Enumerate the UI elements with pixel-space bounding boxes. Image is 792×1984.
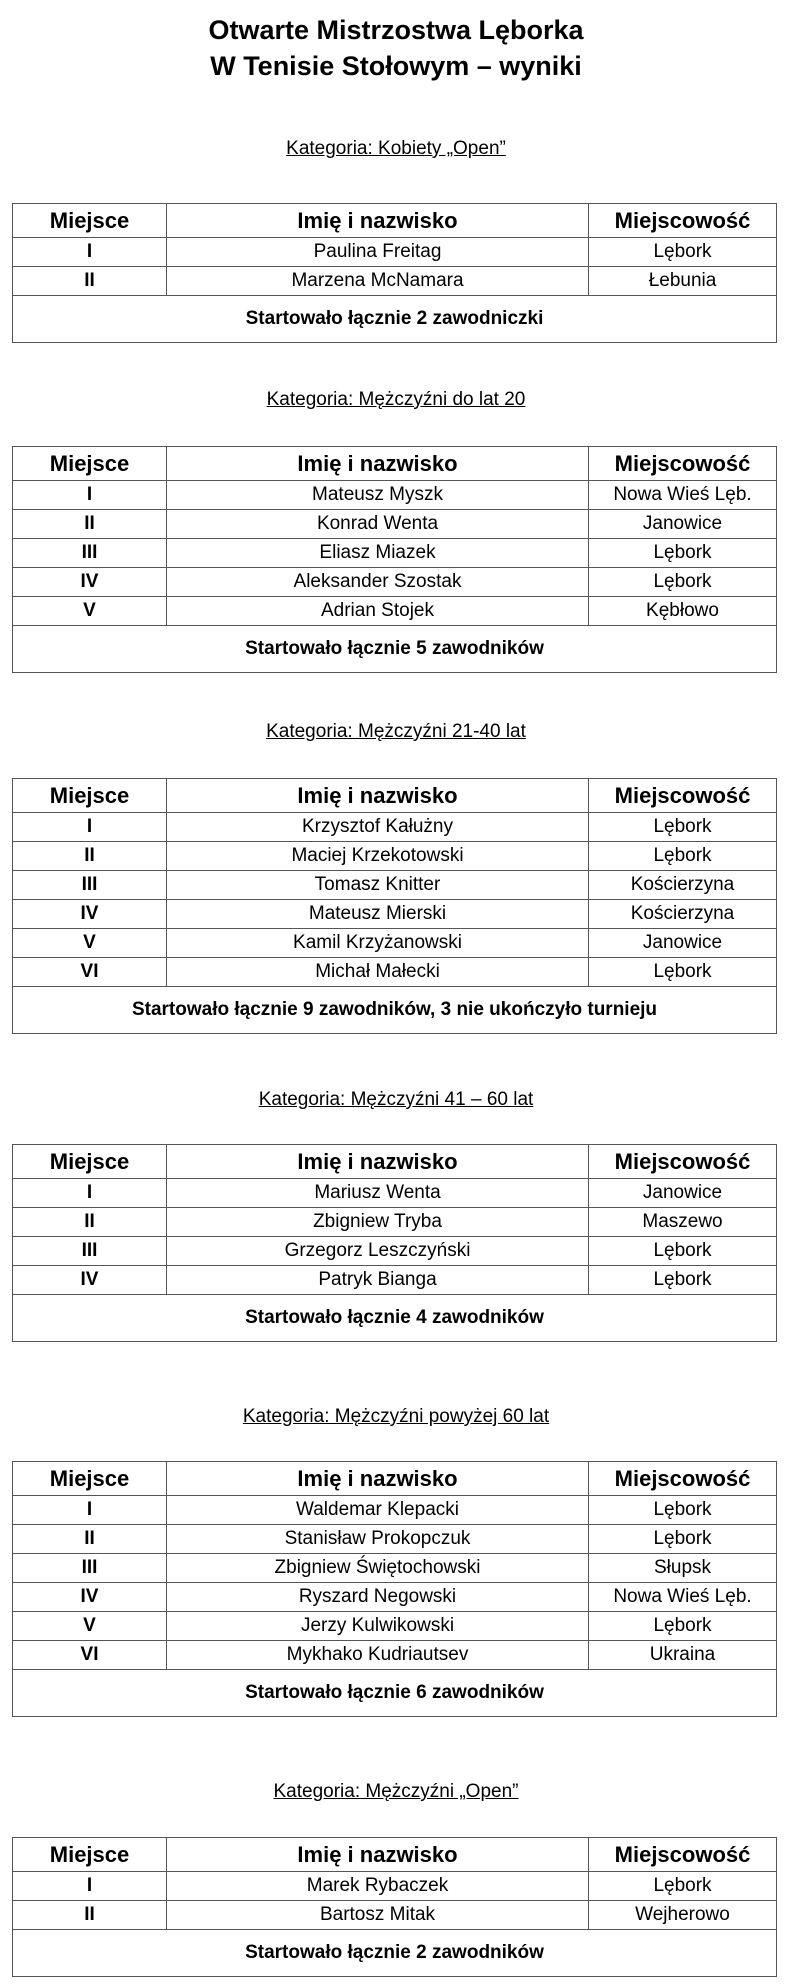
header-name: Imię i nazwisko [167, 1462, 589, 1496]
place-cell: III [13, 1554, 167, 1583]
summary-cell: Startowało łącznie 6 zawodników [13, 1670, 777, 1717]
place-cell: II [13, 510, 167, 539]
category-heading: Kategoria: Kobiety „Open” [286, 138, 506, 159]
name-cell: Stanisław Prokopczuk [167, 1525, 589, 1554]
place-cell: III [13, 539, 167, 568]
results-table [12, 1837, 777, 1977]
town-cell: Lębork [589, 1266, 777, 1295]
header-place: Miejsce [13, 1145, 167, 1179]
table-row [13, 1641, 777, 1670]
header-place: Miejsce [13, 204, 167, 238]
name-cell: Zbigniew Świętochowski [167, 1554, 589, 1583]
header-town: Miejscowość [589, 447, 777, 481]
place-cell: I [13, 1872, 167, 1901]
table-row [13, 267, 777, 296]
town-cell: Lębork [589, 813, 777, 842]
place-cell: II [13, 1208, 167, 1237]
header-town: Miejscowość [589, 779, 777, 813]
place-cell: V [13, 1612, 167, 1641]
place-cell: V [13, 597, 167, 626]
place-cell: V [13, 929, 167, 958]
town-cell: Lębork [589, 1496, 777, 1525]
table-row [13, 1179, 777, 1208]
place-cell: VI [13, 958, 167, 987]
place-cell: II [13, 267, 167, 296]
table-row [13, 958, 777, 987]
category-heading: Kategoria: Mężczyźni 21-40 lat [266, 721, 526, 742]
results-table [12, 1144, 777, 1342]
place-cell: I [13, 1496, 167, 1525]
name-cell: Marek Rybaczek [167, 1872, 589, 1901]
header-name: Imię i nazwisko [167, 1145, 589, 1179]
table-row [13, 842, 777, 871]
town-cell: Janowice [589, 929, 777, 958]
header-row [13, 1462, 777, 1496]
name-cell: Krzysztof Kałużny [167, 813, 589, 842]
place-cell: II [13, 842, 167, 871]
town-cell: Maszewo [589, 1208, 777, 1237]
header-name: Imię i nazwisko [167, 447, 589, 481]
header-place: Miejsce [13, 1462, 167, 1496]
place-cell: IV [13, 568, 167, 597]
table-row [13, 539, 777, 568]
summary-cell: Startowało łącznie 9 zawodników, 3 nie ukończyło turnieju [13, 987, 777, 1034]
name-cell: Eliasz Miazek [167, 539, 589, 568]
name-cell: Bartosz Mitak [167, 1901, 589, 1930]
name-cell: Adrian Stojek [167, 597, 589, 626]
name-cell: Tomasz Knitter [167, 871, 589, 900]
title-line-1: Otwarte Mistrzostwa Lęborka [208, 15, 584, 45]
place-cell: VI [13, 1641, 167, 1670]
town-cell: Ukraina [589, 1641, 777, 1670]
name-cell: Mykhako Kudriautsev [167, 1641, 589, 1670]
table-row [13, 238, 777, 267]
name-cell: Maciej Krzekotowski [167, 842, 589, 871]
town-cell: Lębork [589, 1612, 777, 1641]
header-town: Miejscowość [589, 1462, 777, 1496]
header-place: Miejsce [13, 779, 167, 813]
table-row [13, 1496, 777, 1525]
place-cell: I [13, 1179, 167, 1208]
category-heading: Kategoria: Mężczyźni powyżej 60 lat [242, 1406, 550, 1427]
table-row [13, 929, 777, 958]
name-cell: Konrad Wenta [167, 510, 589, 539]
table-row [13, 1612, 777, 1641]
town-cell: Lębork [589, 568, 777, 597]
table-row [13, 813, 777, 842]
table-row [13, 481, 777, 510]
town-cell: Kębłowo [589, 597, 777, 626]
category-heading: Kategoria: Mężczyźni 41 – 60 lat [258, 1089, 534, 1110]
table-row [13, 1583, 777, 1612]
table-row [13, 871, 777, 900]
name-cell: Mariusz Wenta [167, 1179, 589, 1208]
name-cell: Aleksander Szostak [167, 568, 589, 597]
place-cell: IV [13, 1266, 167, 1295]
town-cell: Lębork [589, 539, 777, 568]
results-table [12, 778, 777, 1034]
page-title [0, 0, 792, 84]
town-cell: Janowice [589, 1179, 777, 1208]
town-cell: Kościerzyna [589, 871, 777, 900]
name-cell: Waldemar Klepacki [167, 1496, 589, 1525]
header-name: Imię i nazwisko [167, 779, 589, 813]
place-cell: I [13, 481, 167, 510]
table-row [13, 1872, 777, 1901]
place-cell: IV [13, 1583, 167, 1612]
summary-row [13, 626, 777, 673]
table-row [13, 1237, 777, 1266]
summary-row [13, 1670, 777, 1717]
header-row [13, 447, 777, 481]
table-row [13, 1208, 777, 1237]
table-row [13, 510, 777, 539]
name-cell: Grzegorz Leszczyński [167, 1237, 589, 1266]
summary-row [13, 296, 777, 343]
name-cell: Jerzy Kulwikowski [167, 1612, 589, 1641]
header-row [13, 204, 777, 238]
town-cell: Lębork [589, 1872, 777, 1901]
name-cell: Marzena McNamara [167, 267, 589, 296]
table-row [13, 568, 777, 597]
category-heading: Kategoria: Mężczyźni „Open” [273, 1781, 519, 1802]
town-cell: Janowice [589, 510, 777, 539]
summary-cell: Startowało łącznie 4 zawodników [13, 1295, 777, 1342]
header-town: Miejscowość [589, 204, 777, 238]
category-heading: Kategoria: Mężczyźni do lat 20 [266, 389, 526, 410]
place-cell: I [13, 813, 167, 842]
place-cell: I [13, 238, 167, 267]
name-cell: Paulina Freitag [167, 238, 589, 267]
table-row [13, 597, 777, 626]
header-row [13, 1838, 777, 1872]
summary-row [13, 987, 777, 1034]
header-name: Imię i nazwisko [167, 1838, 589, 1872]
name-cell: Mateusz Myszk [167, 481, 589, 510]
table-row [13, 1554, 777, 1583]
town-cell: Słupsk [589, 1554, 777, 1583]
header-name: Imię i nazwisko [167, 204, 589, 238]
summary-row [13, 1295, 777, 1342]
table-row [13, 900, 777, 929]
place-cell: III [13, 1237, 167, 1266]
name-cell: Mateusz Mierski [167, 900, 589, 929]
results-table [12, 203, 777, 343]
results-table [12, 1461, 777, 1717]
name-cell: Zbigniew Tryba [167, 1208, 589, 1237]
title-line-2: W Tenisie Stołowym – wyniki [210, 51, 582, 81]
town-cell: Łebunia [589, 267, 777, 296]
town-cell: Lębork [589, 1237, 777, 1266]
town-cell: Nowa Wieś Lęb. [589, 1583, 777, 1612]
summary-row [13, 1930, 777, 1977]
place-cell: II [13, 1525, 167, 1554]
place-cell: III [13, 871, 167, 900]
table-row [13, 1901, 777, 1930]
town-cell: Wejherowo [589, 1901, 777, 1930]
header-row [13, 779, 777, 813]
header-place: Miejsce [13, 447, 167, 481]
summary-cell: Startowało łącznie 5 zawodników [13, 626, 777, 673]
town-cell: Lębork [589, 238, 777, 267]
town-cell: Lębork [589, 1525, 777, 1554]
town-cell: Nowa Wieś Lęb. [589, 481, 777, 510]
table-row [13, 1525, 777, 1554]
town-cell: Lębork [589, 958, 777, 987]
results-table [12, 446, 777, 673]
header-place: Miejsce [13, 1838, 167, 1872]
name-cell: Kamil Krzyżanowski [167, 929, 589, 958]
header-row [13, 1145, 777, 1179]
name-cell: Michał Małecki [167, 958, 589, 987]
summary-cell: Startowało łącznie 2 zawodników [13, 1930, 777, 1977]
town-cell: Lębork [589, 842, 777, 871]
summary-cell: Startowało łącznie 2 zawodniczki [13, 296, 777, 343]
header-town: Miejscowość [589, 1838, 777, 1872]
header-town: Miejscowość [589, 1145, 777, 1179]
table-row [13, 1266, 777, 1295]
town-cell: Kościerzyna [589, 900, 777, 929]
place-cell: II [13, 1901, 167, 1930]
name-cell: Ryszard Negowski [167, 1583, 589, 1612]
place-cell: IV [13, 900, 167, 929]
name-cell: Patryk Bianga [167, 1266, 589, 1295]
